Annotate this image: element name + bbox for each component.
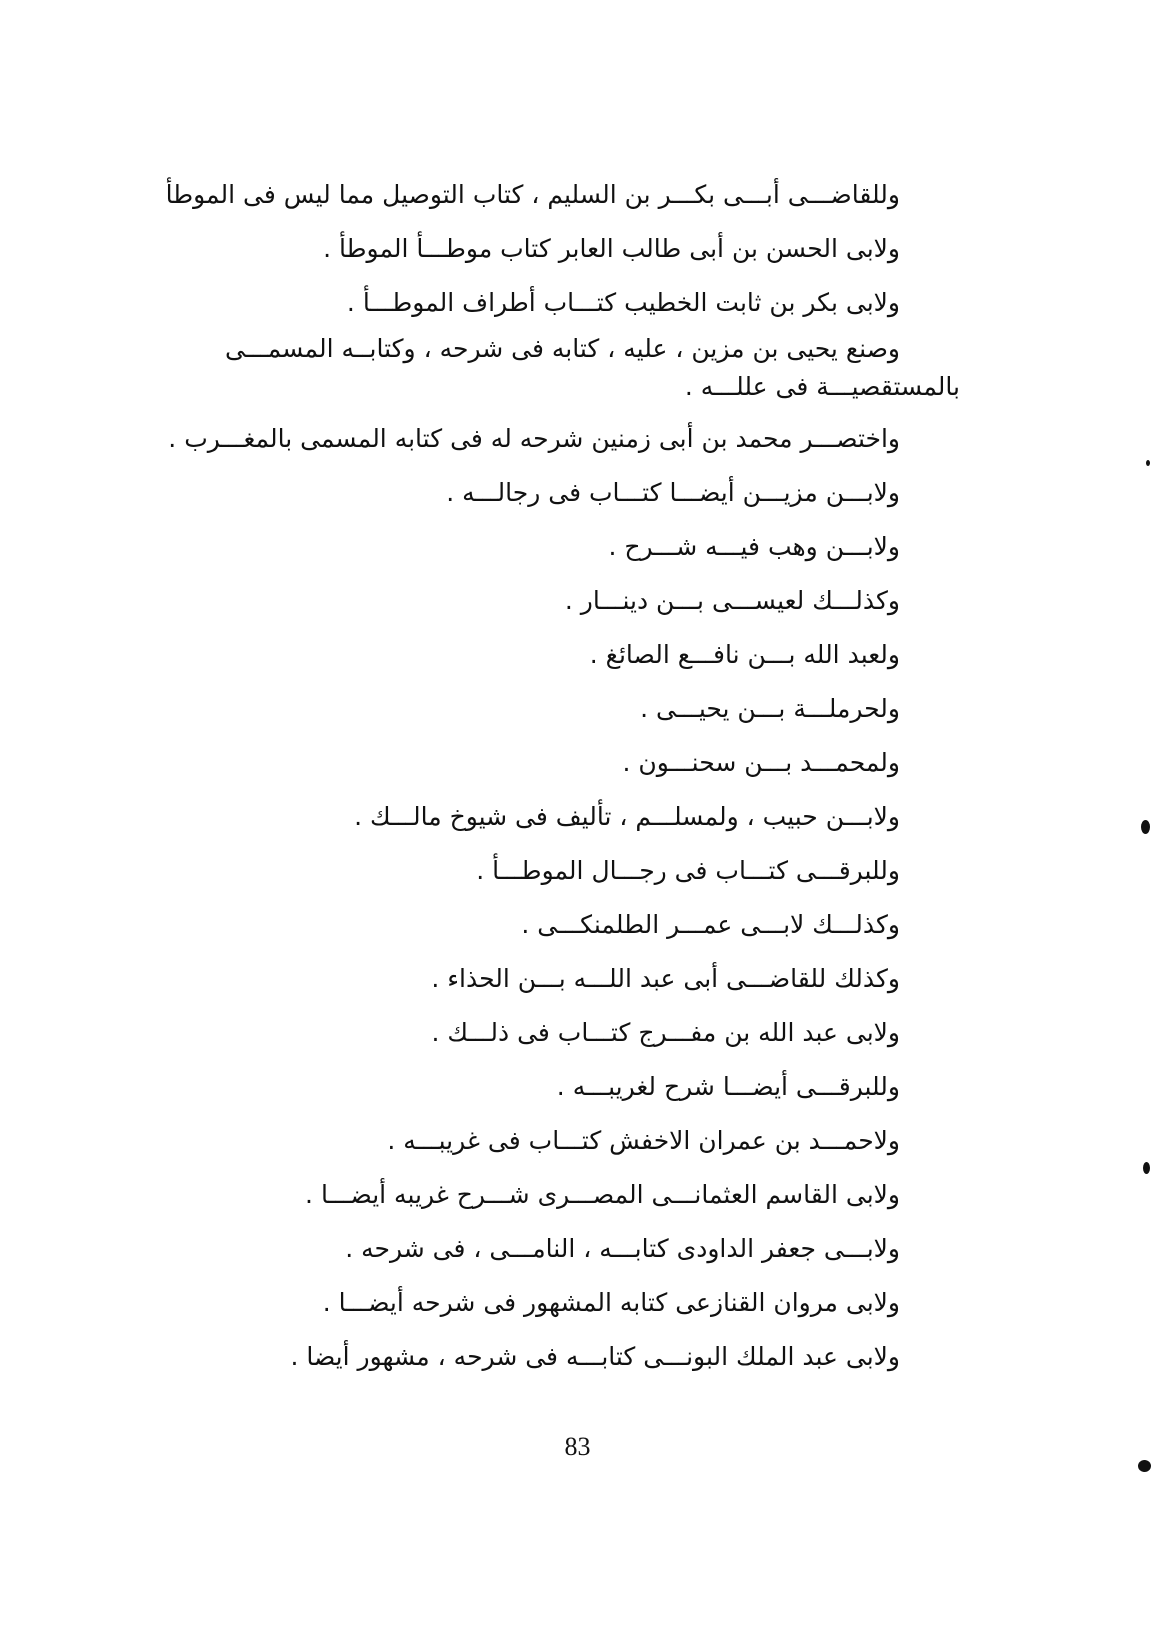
text-line: ولحرملـــة بـــن يحيـــى . [640,694,900,723]
scan-speck [1146,460,1150,466]
text-line: ولابى القاسم العثمانـــى المصـــرى شـــرح غريبه أيضـــا . [305,1180,900,1209]
text-line: ولابـــن حبيب ، ولمسلـــم ، تأليف فى شيوخ مالـــك . [354,802,900,831]
text-line: ولعبد الله بـــن نافـــع الصائغ . [589,640,900,669]
text-line: ولابى عبد الملك البونـــى كتابـــه فى شرحه ، مشهور أيضا . [290,1342,900,1371]
text-line: وكذلـــك لعيســـى بـــن دينـــار . [564,586,900,615]
text-line-continuation: بالمستقصيـــة فى عللـــه . [684,372,960,401]
scan-speck [1141,820,1150,834]
text-line: ولمحمـــد بـــن سحنـــون . [622,748,900,777]
text-line: ولابى الحسن بن أبى طالب العابر كتاب موطـــأ الموطأ . [323,234,900,263]
text-line: وللبرقـــى أيضـــا شرح لغريبـــه . [556,1072,900,1101]
text-line: وكذلك للقاضـــى أبى عبد اللـــه بـــن الحذاء . [431,964,900,993]
text-line: ولابـــى جعفر الداودى كتابـــه ، النامـــى ، فى شرحه . [345,1234,900,1263]
text-line: وصنع يحيى بن مزين ، عليه ، كتابه فى شرحه ، وكتابــه المسمـــى [224,334,900,363]
scan-speck [1138,1460,1151,1472]
page-number [0,1432,1151,1462]
text-line: وللبرقـــى كتـــاب فى رجـــال الموطـــأ . [476,856,900,885]
text-line: وللقاضـــى أبـــى بكـــر بن السليم ، كتاب التوصيل مما ليس فى الموطأ [165,180,900,209]
text-line: وكذلـــك لابـــى عمـــر الطلمنكـــى . [521,910,900,939]
page-number-text: 83 [564,1432,591,1461]
scan-speck [1143,1162,1150,1174]
text-line: ولابى عبد الله بن مفـــرج كتـــاب فى ذلـــك . [431,1018,900,1047]
body-text [165,168,960,1384]
text-line: ولابى مروان القنازعى كتابه المشهور فى شرحه أيضـــا . [322,1288,900,1317]
text-line: ولاحمـــد بن عمران الاخفش كتـــاب فى غريبـــه . [387,1126,900,1155]
text-line-wrapped [180,330,960,406]
text-line: ولابـــن مزيـــن أيضـــا كتـــاب فى رجالـــه . [446,478,900,507]
text-line: واختصـــر محمد بن أبى زمنين شرحه له فى كتابه المسمى بالمغـــرب . [168,424,900,453]
text-line: ولابى بكر بن ثابت الخطيب كتـــاب أطراف الموطـــأ . [346,288,900,317]
text-line: ولابـــن وهب فيـــه شـــرح . [608,532,900,561]
